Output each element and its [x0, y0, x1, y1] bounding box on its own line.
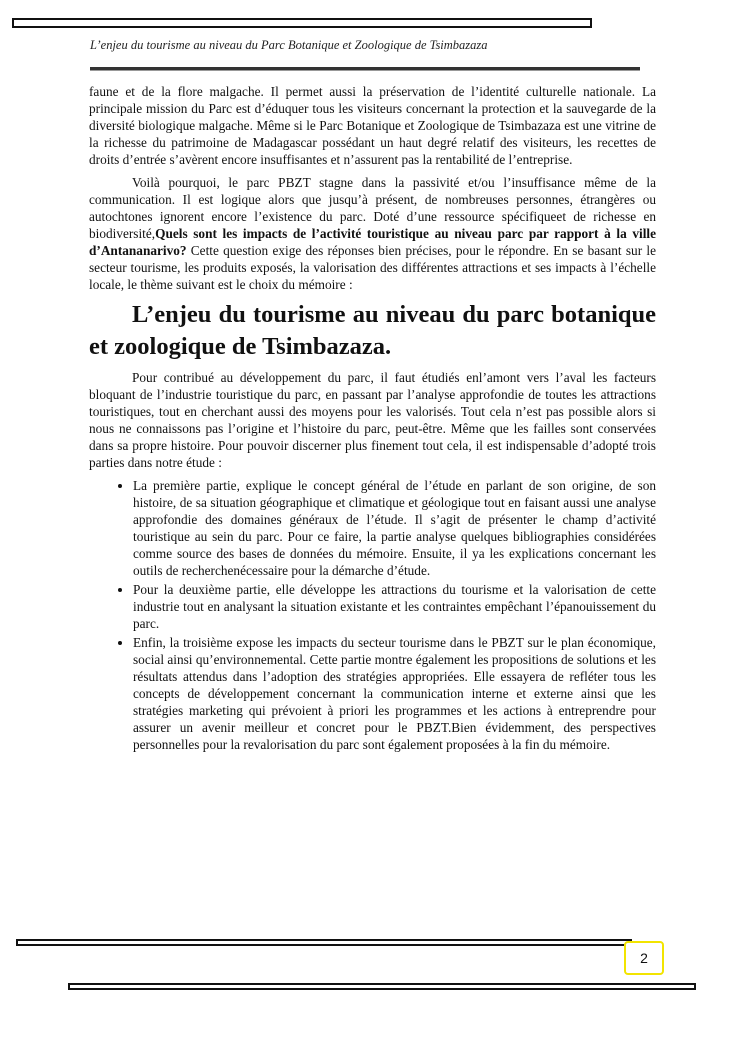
paragraph-2: [89, 174, 656, 293]
research-question: Quels sont les impacts de l’activité touristique au niveau parc par rapport à la ville d’Antananarivo?: [89, 226, 656, 258]
page-number: 2: [624, 941, 664, 975]
header-rule: [90, 67, 640, 71]
list-item-part-1: • La première partie, explique le concept général de l’étude en parlant de son origine, de son histoire, de sa situation géographique et climatique et géologique tout en faisant aussi une analyse approfondie des domaines généraux de l’étude. Il s’agit de présenter le champ d’activité touristique au sein du parc. Pour ce faire, la partie analyse quelques bibliographies considérées comme source des bases de données du mémoire. Ensuite, il ya les explications concernant les outils de recherchenécessaire pour la démarche d’étude.: [133, 477, 656, 579]
bottom-border-frame-upper: [16, 939, 632, 946]
paragraph-1: faune et de la flore malgache. Il permet aussi la préservation de l’identité culturelle nationale. La principale mission du Parc est d’éduquer tous les visiteurs concernant la protection et la sauvegarde de la diversité biologique malgache. Même si le Parc Botanique et Zoologique de Tsimbazaza est une vitrine de la richesse du patrimoine de Madagascar possédant un haut degré relatif des visiteurs, les recettes de droits d’entrée s’avèrent encore insuffisantes et n’assurent pas la rentabilité de l’entreprise.: [89, 84, 656, 167]
parts-list: [89, 477, 656, 753]
running-header: L’enjeu du tourisme au niveau du Parc Botanique et Zoologique de Tsimbazaza: [90, 38, 488, 52]
paragraph-2-end: Cette question exige des réponses bien précises, pour le répondre. En se basant sur le secteur tourisme, les produits exposés, la valorisation des différentes attractions et ses impacts à l’échelle locale, le thème suivant est le choix du mémoire :: [89, 243, 656, 292]
page-body: [89, 83, 656, 755]
paragraph-2-start: Voilà pourquoi, le parc PBZT stagne dans la passivité et/ou l’insuffisance même de la communication. Il est logique alors que jusqu’à présent, de nombreuses personnes, étrangères ou autochtones ignorent encore l’existence du parc. Doté d’une ressource spécifiqueet de richesse en biodiversité,: [89, 175, 656, 241]
top-border-frame: [12, 18, 592, 28]
theme-title: L’enjeu du tourisme au niveau du parc botanique et zoologique de Tsimbazaza.: [89, 301, 656, 360]
paragraph-3: Pour contribué au développement du parc, il faut étudiés enl’amont vers l’aval les facteurs bloquant de l’industrie touristique du parc, en passant par l’analyse approfondie de toutes les attractions touristiques, tout en cherchant aussi des moyens pour les valorisés. Tout cela n’est pas possible alors si nous ne connaissons pas l’origine et l’histoire du parc, peut-être. Même que les failles sont conservées dans sa propre histoire. Pour pouvoir discerner plus finement tout cela, il est indispensable d’adopté trois parties dans notre étude :: [89, 370, 656, 470]
bottom-border-frame-lower: [68, 983, 696, 990]
list-item-part-3: • Enfin, la troisième expose les impacts du secteur tourisme dans le PBZT sur le plan économique, social ainsi qu’environnemental. Cette partie montre également les propositions de solutions et les résultats attendus dans l’adoption des stratégies appropriées. Elle essayera de refléter tous les concepts de développement concernant la communication interne et externe ainsi que les stratégies marketing qui prévoient à priori les programmes et les actions à entreprendre pour assurer un avenir meilleur et concret pour le PBZT.Bien évidemment, des perspectives personnelles pour la revalorisation du parc sont également proposées à la fin du mémoire.: [133, 634, 656, 753]
list-item-part-2: • Pour la deuxième partie, elle développe les attractions du tourisme et la valorisation de cette industrie tout en analysant la situation existante et les contraintes empêchant l’épanouissement du parc.: [133, 581, 656, 632]
